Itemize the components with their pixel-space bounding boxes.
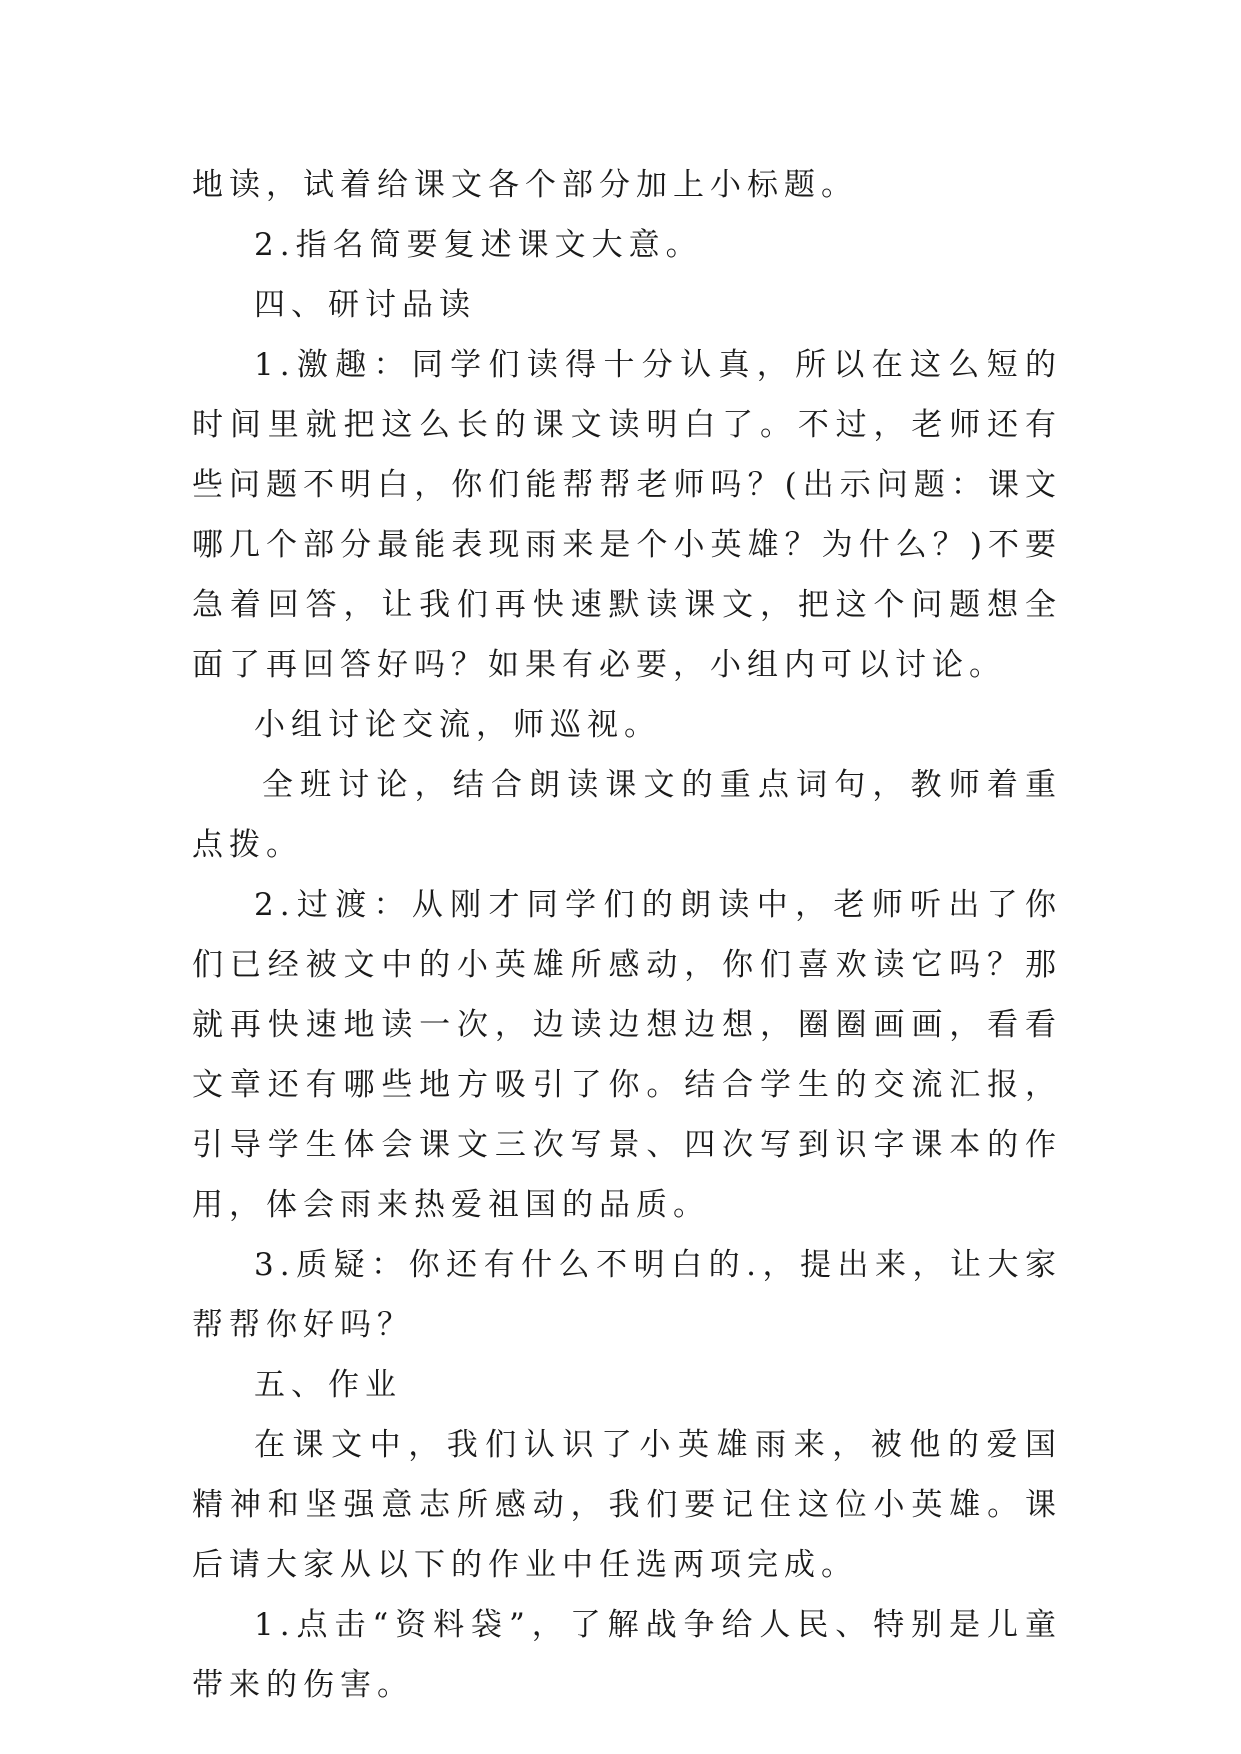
paragraph-class-discussion: 全班讨论，结合朗读课文的重点词句，教师着重点拨。 xyxy=(192,767,1062,863)
paragraph-continuation: 地读，试着给课文各个部分加上小标题。 xyxy=(192,167,858,203)
section-heading-discussion: 四、研讨品读 xyxy=(254,287,476,323)
paragraph-transition: 2.过渡：从刚才同学们的朗读中，老师听出了你们已经被文中的小英雄所感动，你们喜欢读它吗？那就再快速地读一次，边读边想边想，圈圈画画，看看文章还有哪些地方吸引了你。结合学生的交流汇报，引导学生体会课文三次写景、四次写到识字课本的作用，体会雨来热爱祖国的品质。 xyxy=(192,887,1062,1223)
document-body xyxy=(192,155,1062,1715)
paragraph-retell-step: 2.指名简要复述课文大意。 xyxy=(254,227,703,263)
paragraph-questions: 3.质疑：你还有什么不明白的.，提出来，让大家帮帮你好吗？ xyxy=(192,1247,1062,1343)
paragraph-homework-intro: 在课文中，我们认识了小英雄雨来，被他的爱国精神和坚强意志所感动，我们要记住这位小英雄。课后请大家从以下的作业中任选两项完成。 xyxy=(192,1427,1062,1583)
paragraph-motivation: 1.激趣：同学们读得十分认真，所以在这么短的时间里就把这么长的课文读明白了。不过，老师还有些问题不明白，你们能帮帮老师吗？(出示问题：课文哪几个部分最能表现雨来是个小英雄？为什么？)不要急着回答，让我们再快速默读课文，把这个问题想全面了再回答好吗？如果有必要，小组内可以讨论。 xyxy=(192,347,1062,683)
section-heading-homework: 五、作业 xyxy=(254,1367,402,1403)
paragraph-homework-item-1: 1.点击“资料袋”，了解战争给人民、特别是儿童带来的伤害。 xyxy=(192,1607,1062,1703)
paragraph-group-discussion: 小组讨论交流，师巡视。 xyxy=(254,707,661,743)
